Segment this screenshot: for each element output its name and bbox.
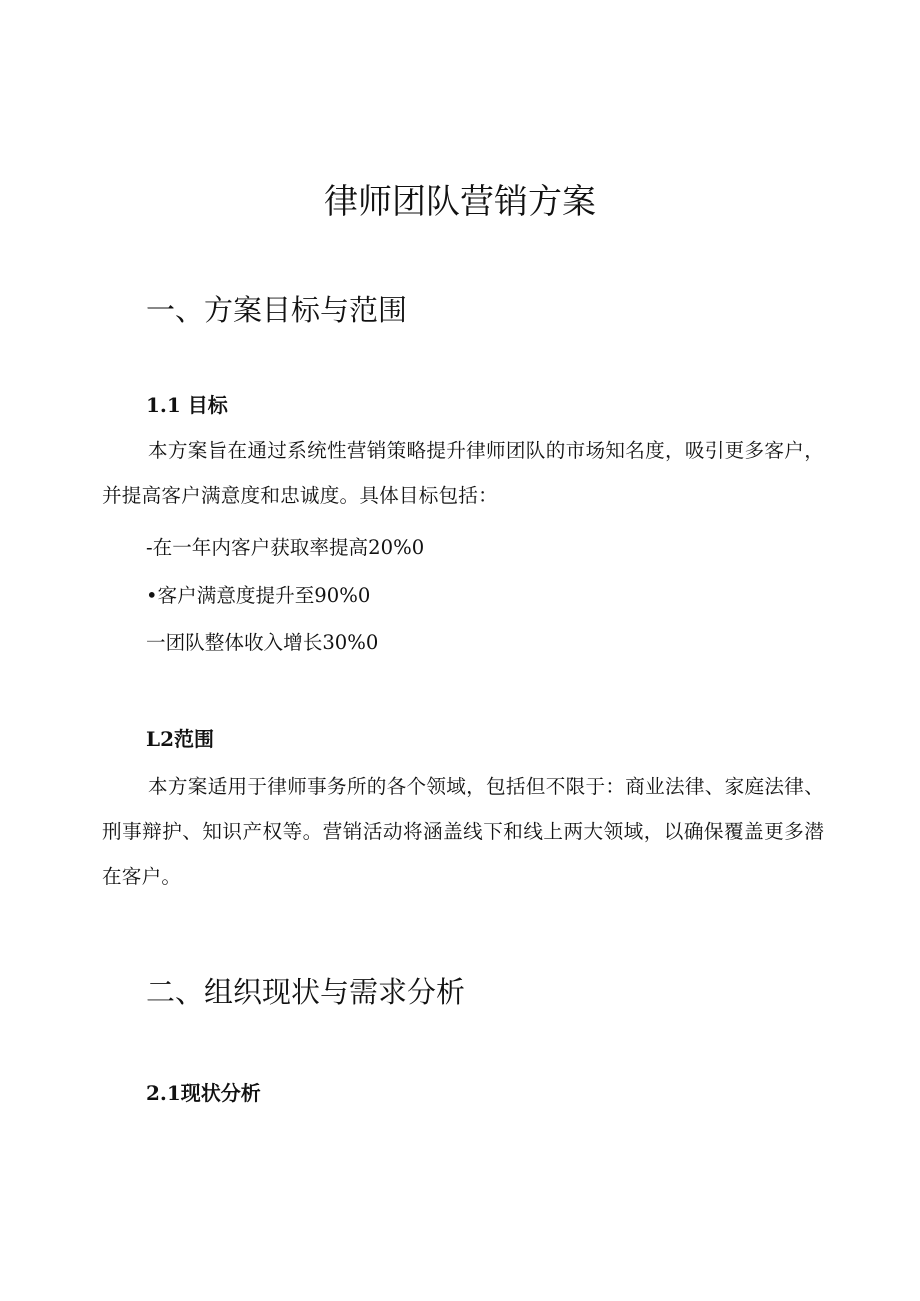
- section-2-heading: 二、组织现状与需求分析: [146, 975, 466, 1009]
- goal-item-2: •客户满意度提升至90%0: [146, 584, 371, 607]
- goal-item-3: 一团队整体收入增长30%0: [146, 631, 379, 654]
- subsection-2-1-heading: 2.1现状分析: [146, 1081, 261, 1105]
- subsection-1-2-heading: L2范围: [146, 727, 214, 751]
- section-1-heading: 一、方案目标与范围: [146, 293, 408, 327]
- subsection-1-2-paragraph: 本方案适用于律师事务所的各个领域，包括但不限于：商业法律、家庭法律、刑事辩护、知识产权等。营销活动将涵盖线下和线上两大领域，以确保覆盖更多潜在客户。: [102, 775, 824, 888]
- subsection-1-1-heading: 1.1 目标: [146, 393, 228, 417]
- goal-item-1: -在一年内客户获取率提高20%0: [146, 536, 425, 559]
- document-title: 律师团队营销方案: [324, 182, 596, 222]
- subsection-1-1-paragraph: 本方案旨在通过系统性营销策略提升律师团队的市场知名度，吸引更多客户，并提高客户满意度和忠诚度。具体目标包括：: [102, 439, 824, 507]
